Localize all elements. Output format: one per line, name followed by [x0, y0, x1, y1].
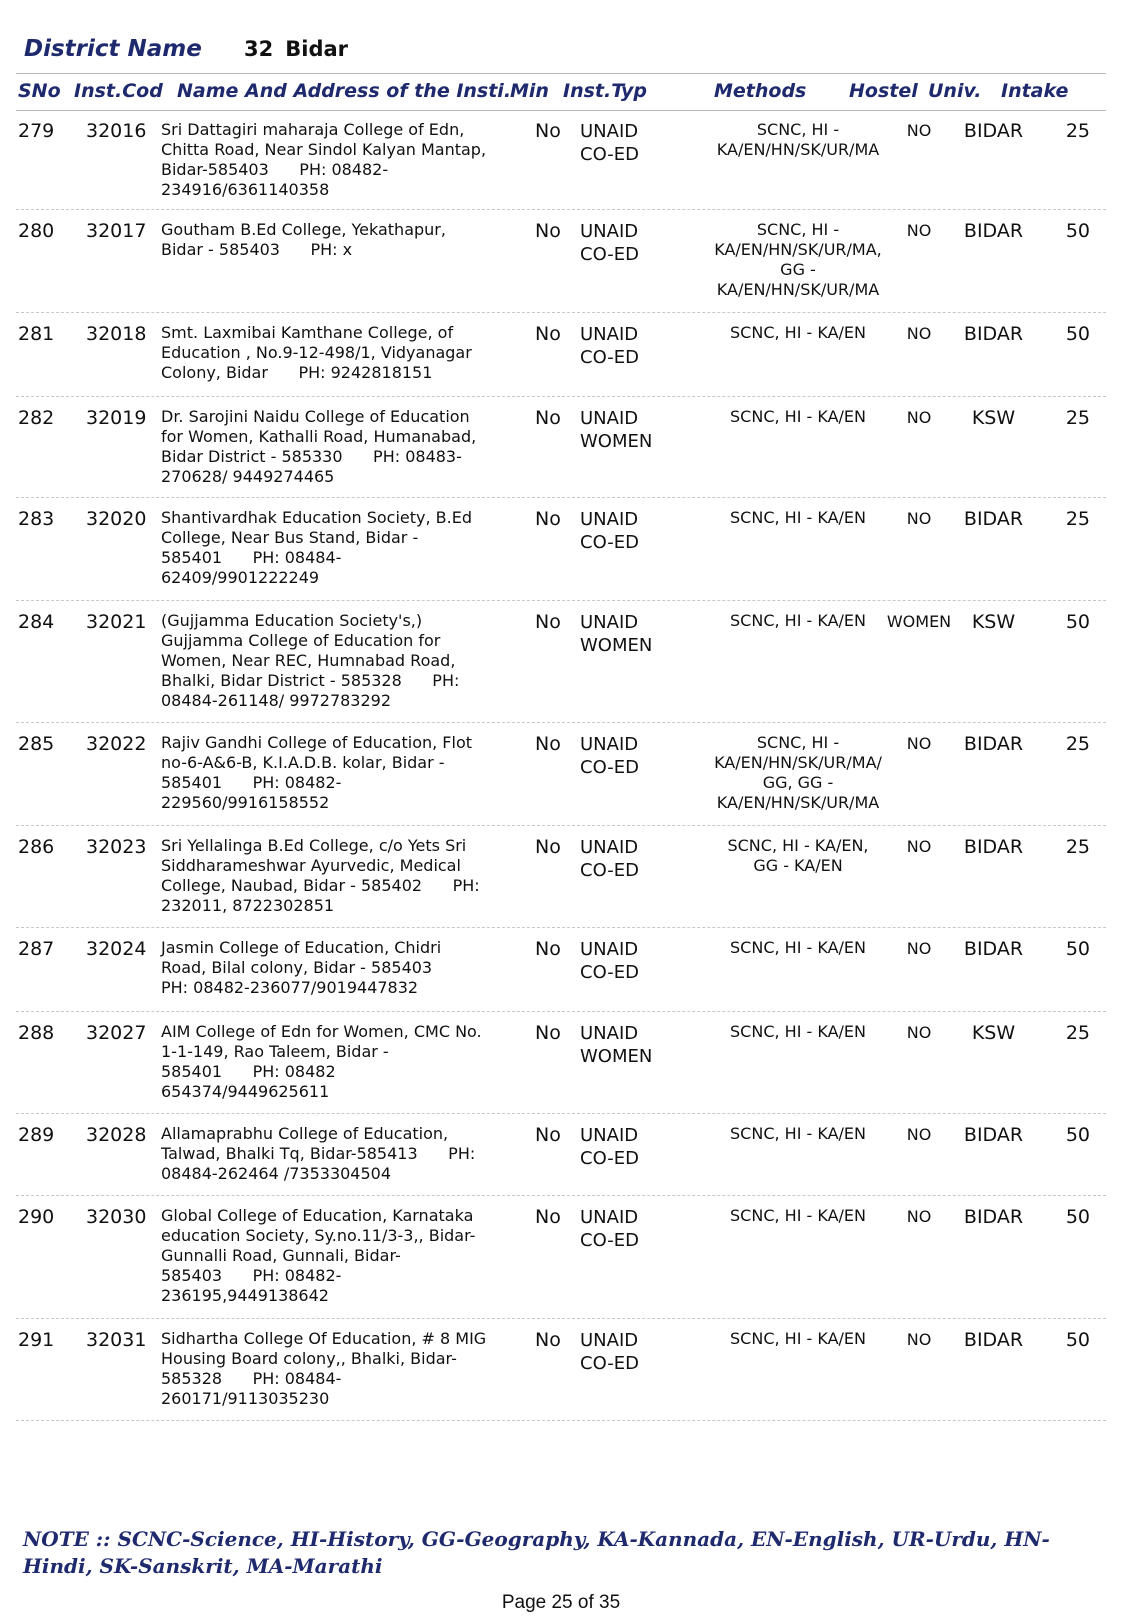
legend-note: NOTE :: SCNC-Science, HI-History, GG-Geography, KA-Kannada, EN-English, UR-Urdu, HN-Hindi, SK-Sanskrit, MA-Marathi	[23, 1527, 1050, 1578]
cell-university: BIDAR	[963, 120, 1024, 142]
cell-name-address: Sri Dattagiri maharaja College of Edn, Chitta Road, Near Sindol Kalyan Mantap, Bidar-585403 PH: 08482- 234916/6361140358	[161, 120, 487, 199]
cell-inst-type: UNAID WOMEN	[580, 1023, 653, 1067]
cell-intake: 50	[1065, 938, 1090, 960]
cell-minority: No	[535, 220, 561, 242]
cell-name-address: Allamaprabhu College of Education, Talwad, Bhalki Tq, Bidar-585413 PH: 08484-262464 /7353304504	[161, 1124, 476, 1183]
cell-hostel: NO	[906, 408, 932, 427]
cell-hostel: NO	[906, 221, 932, 240]
cell-name-address: Rajiv Gandhi College of Education, Flot no-6-A&6-B, K.I.A.D.B. kolar, Bidar - 585401 PH: 08482- 229560/9916158552	[161, 733, 473, 812]
cell-name-address: Sidhartha College Of Education, # 8 MIG Housing Board colony,, Bhalki, Bidar- 585328 PH: 08484- 260171/9113035230	[161, 1329, 487, 1408]
district-label: District Name	[24, 36, 202, 62]
cell-intake: 25	[1065, 733, 1090, 755]
cell-hostel: NO	[906, 1023, 932, 1042]
cell-methods: SCNC, HI - KA/EN	[730, 1022, 866, 1041]
cell-inst-type: UNAID WOMEN	[580, 408, 653, 452]
cell-sno: 282	[18, 407, 55, 429]
cell-name-address: (Gujjamma Education Society's,) Gujjamma College of Education for Women, Near REC, Humnabad Road, Bhalki, Bidar District - 585328 PH: 08484-261148/ 9972783292	[161, 611, 460, 710]
cell-hostel: WOMEN	[886, 612, 952, 631]
cell-sno: 290	[18, 1206, 55, 1228]
header-type: Inst.Typ	[563, 80, 648, 102]
cell-intake: 50	[1065, 220, 1090, 242]
cell-intake: 25	[1065, 508, 1090, 530]
cell-inst-code: 32027	[86, 1022, 147, 1044]
cell-methods: SCNC, HI - KA/EN/HN/SK/UR/MA/ GG, GG - KA/EN/HN/SK/UR/MA	[714, 733, 882, 812]
cell-inst-type: UNAID CO-ED	[580, 1125, 639, 1169]
cell-methods: SCNC, HI - KA/EN/HN/SK/UR/MA, GG - KA/EN/HN/SK/UR/MA	[714, 220, 882, 299]
cell-hostel: NO	[906, 939, 932, 958]
cell-sno: 285	[18, 733, 55, 755]
table-row	[16, 498, 1106, 601]
cell-minority: No	[535, 120, 561, 142]
cell-university: BIDAR	[963, 508, 1024, 530]
cell-intake: 25	[1065, 120, 1090, 142]
cell-university: BIDAR	[963, 733, 1024, 755]
cell-name-address: AIM College of Edn for Women, CMC No. 1-1-149, Rao Taleem, Bidar - 585401 PH: 08482 654374/9449625611	[161, 1022, 482, 1101]
cell-sno: 279	[18, 120, 55, 142]
cell-inst-type: UNAID WOMEN	[580, 612, 653, 656]
cell-university: KSW	[971, 1022, 1016, 1044]
header-code: Inst.Cod	[74, 80, 163, 102]
cell-university: KSW	[971, 407, 1016, 429]
cell-inst-code: 32017	[86, 220, 147, 242]
cell-methods: SCNC, HI - KA/EN	[730, 508, 866, 527]
cell-name-address: Dr. Sarojini Naidu College of Education for Women, Kathalli Road, Humanabad, Bidar District - 585330 PH: 08483- 270628/ 9449274465	[161, 407, 477, 486]
cell-sno: 284	[18, 611, 55, 633]
cell-minority: No	[535, 938, 561, 960]
cell-intake: 25	[1065, 836, 1090, 858]
cell-minority: No	[535, 1206, 561, 1228]
cell-inst-code: 32021	[86, 611, 147, 633]
header-hostel: Hostel	[849, 80, 918, 102]
table-row	[16, 1114, 1106, 1196]
cell-university: BIDAR	[963, 1206, 1024, 1228]
cell-university: BIDAR	[963, 1124, 1024, 1146]
table-row	[16, 397, 1106, 498]
cell-university: BIDAR	[963, 1329, 1024, 1351]
cell-university: BIDAR	[963, 836, 1024, 858]
page-number: Page 25 of 35	[501, 1592, 621, 1613]
cell-inst-type: UNAID CO-ED	[580, 734, 639, 778]
table-row	[16, 928, 1106, 1012]
table-row	[16, 1012, 1106, 1114]
cell-hostel: NO	[906, 837, 932, 856]
cell-inst-code: 32022	[86, 733, 147, 755]
table-header	[16, 73, 1106, 111]
cell-minority: No	[535, 323, 561, 345]
cell-hostel: NO	[906, 324, 932, 343]
cell-minority: No	[535, 1022, 561, 1044]
district-name: Bidar	[285, 37, 348, 61]
cell-intake: 50	[1065, 323, 1090, 345]
cell-methods: SCNC, HI - KA/EN	[730, 407, 866, 426]
table-row	[16, 110, 1106, 210]
cell-intake: 50	[1065, 611, 1090, 633]
cell-methods: SCNC, HI - KA/EN	[730, 1206, 866, 1225]
cell-university: KSW	[971, 611, 1016, 633]
cell-university: BIDAR	[963, 938, 1024, 960]
cell-sno: 287	[18, 938, 55, 960]
cell-inst-code: 32018	[86, 323, 147, 345]
cell-methods: SCNC, HI - KA/EN	[730, 323, 866, 342]
cell-sno: 289	[18, 1124, 55, 1146]
cell-name-address: Shantivardhak Education Society, B.Ed College, Near Bus Stand, Bidar - 585401 PH: 08484- 62409/9901222249	[161, 508, 472, 587]
cell-inst-type: UNAID CO-ED	[580, 939, 639, 983]
table-row	[16, 723, 1106, 826]
cell-methods: SCNC, HI - KA/EN/HN/SK/UR/MA	[716, 120, 880, 159]
cell-minority: No	[535, 836, 561, 858]
cell-inst-code: 32028	[86, 1124, 147, 1146]
cell-methods: SCNC, HI - KA/EN	[730, 1124, 866, 1143]
cell-hostel: NO	[906, 121, 932, 140]
cell-hostel: NO	[906, 734, 932, 753]
cell-university: BIDAR	[963, 220, 1024, 242]
cell-methods: SCNC, HI - KA/EN, GG - KA/EN	[727, 836, 869, 875]
cell-name-address: Jasmin College of Education, Chidri Road, Bilal colony, Bidar - 585403 PH: 08482-236077/9019447832	[161, 938, 442, 997]
cell-minority: No	[535, 508, 561, 530]
cell-inst-code: 32016	[86, 120, 147, 142]
table-row	[16, 601, 1106, 723]
cell-methods: SCNC, HI - KA/EN	[730, 1329, 866, 1348]
cell-inst-type: UNAID CO-ED	[580, 324, 639, 368]
cell-inst-type: UNAID CO-ED	[580, 509, 639, 553]
table-row	[16, 1196, 1106, 1319]
cell-inst-code: 32020	[86, 508, 147, 530]
cell-inst-code: 32031	[86, 1329, 147, 1351]
cell-university: BIDAR	[963, 323, 1024, 345]
header-name: Name And Address of the Insti.	[177, 80, 512, 102]
cell-intake: 50	[1065, 1206, 1090, 1228]
cell-minority: No	[535, 733, 561, 755]
header-sno: SNo	[18, 80, 61, 102]
cell-inst-code: 32023	[86, 836, 147, 858]
cell-inst-code: 32024	[86, 938, 147, 960]
district-heading	[24, 36, 348, 66]
table-row	[16, 1319, 1106, 1421]
header-univ: Univ.	[928, 80, 982, 102]
header-intake: Intake	[1001, 80, 1069, 102]
cell-sno: 291	[18, 1329, 55, 1351]
cell-intake: 25	[1065, 1022, 1090, 1044]
cell-name-address: Global College of Education, Karnataka education Society, Sy.no.11/3-3,, Bidar- Gunnalli Road, Gunnali, Bidar- 585403 PH: 08482- 236195,9449138642	[161, 1206, 476, 1305]
cell-inst-type: UNAID CO-ED	[580, 1207, 639, 1251]
cell-hostel: NO	[906, 1330, 932, 1349]
cell-sno: 280	[18, 220, 55, 242]
cell-minority: No	[535, 1329, 561, 1351]
cell-sno: 283	[18, 508, 55, 530]
header-methods: Methods	[714, 80, 807, 102]
table-row	[16, 826, 1106, 928]
cell-minority: No	[535, 407, 561, 429]
cell-inst-code: 32019	[86, 407, 147, 429]
cell-sno: 286	[18, 836, 55, 858]
cell-inst-type: UNAID CO-ED	[580, 121, 639, 165]
cell-inst-code: 32030	[86, 1206, 147, 1228]
cell-name-address: Sri Yellalinga B.Ed College, c/o Yets Sri Siddharameshwar Ayurvedic, Medical College, Naubad, Bidar - 585402 PH: 232011, 8722302851	[161, 836, 480, 915]
header-min: Min	[510, 80, 549, 102]
cell-intake: 50	[1065, 1329, 1090, 1351]
cell-sno: 281	[18, 323, 55, 345]
cell-hostel: NO	[906, 509, 932, 528]
cell-intake: 25	[1065, 407, 1090, 429]
cell-inst-type: UNAID CO-ED	[580, 837, 639, 881]
cell-minority: No	[535, 1124, 561, 1146]
cell-inst-type: UNAID CO-ED	[580, 221, 639, 265]
cell-name-address: Smt. Laxmibai Kamthane College, of Education , No.9-12-498/1, Vidyanagar Colony, Bidar PH: 9242818151	[161, 323, 472, 382]
cell-sno: 288	[18, 1022, 55, 1044]
table-row	[16, 210, 1106, 313]
district-number: 32	[244, 37, 274, 61]
cell-intake: 50	[1065, 1124, 1090, 1146]
cell-inst-type: UNAID CO-ED	[580, 1330, 639, 1374]
cell-hostel: NO	[906, 1125, 932, 1144]
cell-methods: SCNC, HI - KA/EN	[730, 938, 866, 957]
cell-hostel: NO	[906, 1207, 932, 1226]
table-row	[16, 313, 1106, 397]
cell-name-address: Goutham B.Ed College, Yekathapur, Bidar - 585403 PH: x	[161, 220, 446, 259]
cell-methods: SCNC, HI - KA/EN	[730, 611, 866, 630]
cell-minority: No	[535, 611, 561, 633]
